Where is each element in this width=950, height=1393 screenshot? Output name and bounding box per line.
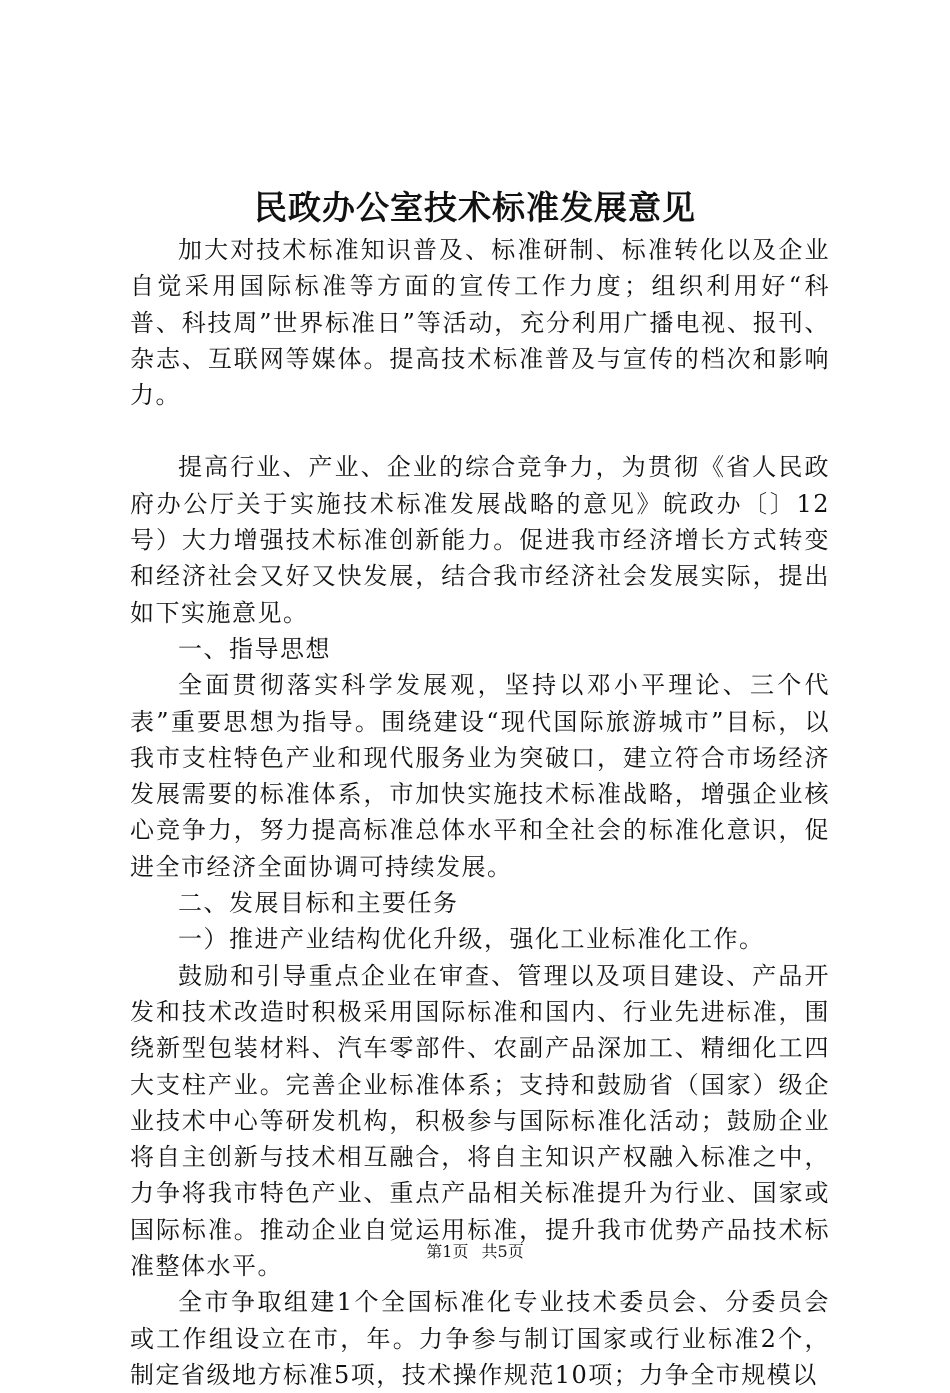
subsection-heading-industry: 一）推进产业结构优化升级，强化工业标准化工作。 [178,925,765,954]
document-title: 民政办公室技术标准发展意见 [254,188,696,227]
paragraph-industry-standards: 鼓励和引导重点企业在审查、管理以及项目建设、产品开发和技术改造时积极采用国际标准和国内、行业先进标准，围绕新型包装材料、汽车零部件、农副产品深加工、精细化工四大支柱产业。完善企业标准体系；支持和鼓励省（国家）级企业技术中心等研发机构，积极参与国际标准化活动；鼓励企业将自主创新与技术相互融合，将自主知识产权融入标准之中，力争将我市特色产业、重点产品相关标准提升为行业、国家或国际标准。推动企业自觉运用标准，提升我市优势产品技术标准整体水平。 [130,961,830,1281]
section-heading-guiding-thought: 一、指导思想 [178,634,331,663]
document-body [130,232,830,1393]
paragraph-guiding-thought: 全面贯彻落实科学发展观，坚持以邓小平理论、三个代表”重要思想为指导。围绕建设“现代国际旅游城市”目标，以我市支柱特色产业和现代服务业为突破口，建立符合市场经济发展需要的标准体系，市加快实施技术标准战略，增强企业核心竞争力，努力提高标准总体水平和全社会的标准化意识，促进全市经济全面协调可持续发展。 [130,671,830,881]
page-number: 第1页 [426,1242,469,1261]
section-heading-goals-tasks: 二、发展目标和主要任务 [178,889,459,918]
paragraph-intro: 提高行业、产业、企业的综合竞争力，为贯彻《省人民政府办公厅关于实施技术标准发展战略的意见》皖政办〔〕12号）大力增强技术标准创新能力。促进我市经济增长方式转变和经济社会又好又快发展，结合我市经济社会发展实际，提出如下实施意见。 [130,453,830,627]
page-footer [0,1240,950,1264]
paragraph-publicity: 加大对技术标准知识普及、标准研制、标准转化以及企业自觉采用国际标准等方面的宣传工作力度；组织利用好“科普、科技周”世界标准日”等活动，充分利用广播电视、报刊、杂志、互联网等媒体。提高技术标准普及与宣传的档次和影响力。 [130,236,830,410]
paragraph-city-targets: 全市争取组建1个全国标准化专业技术委员会、分委员会或工作组设立在市，年。力争参与制订国家或行业标准2个，制定省级地方标准5项，技术操作规范10项；力争全市规模以 [130,1288,830,1389]
page-total: 共5页 [481,1242,524,1261]
